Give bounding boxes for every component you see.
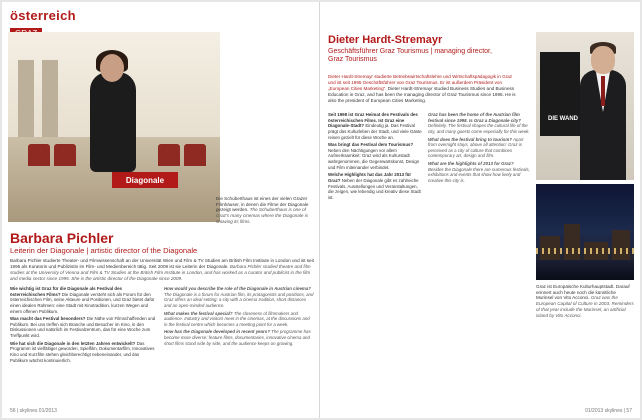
interviewee-name: Barbara Pichler	[10, 230, 114, 246]
interviewee-role: Geschäftsführer Graz Tourismus | managing director, Graz Tourismus	[328, 48, 492, 64]
interview-column-en	[164, 286, 314, 406]
diagonale-sign: Diagonale	[112, 172, 178, 188]
portrait-barbara-pichler	[90, 72, 136, 172]
qa-block: Was macht das Festival besonders? Die Nähe von Filmschaffenden und Publikum. Bei uns treffen sich Branche und Besucher im Kino, in den Diskussionen und natürlich im Festivalzentrum, das für eine Woche zum Treffpunkt wird.	[10, 316, 156, 338]
portrait-photo	[536, 32, 634, 180]
qa-block: What are the highlights of 2013 for Graz? Besides the Diagonale there are numerous festivals, exhibitions and events that show how lively and creative this city is.	[428, 161, 530, 183]
page-folio: 56 | skylines 01/2013	[10, 408, 57, 414]
qa-block: What does the festival bring to tourism? Apart from overnight stays, above all attention: Graz is perceived as a city of culture that combines contemporary art, design and film.	[428, 136, 524, 159]
graz-night-photo	[536, 184, 634, 280]
qa-block: Welche Highlights hat das Jahr 2013 für Graz? Neben der Diagonale gibt es zahlreiche Festivals, Ausstellungen und Veranstaltungen, die zeigen, wie lebendig und kreativ diese Stadt ist.	[328, 172, 421, 200]
qa-block: What makes the festival special? The closeness of filmmakers and audience. Industry and visitors meet in the cinemas, at the discussions and in the festival centre which becomes a meeting point for a week.	[164, 310, 310, 327]
qa-block: How has the Diagonale developed in recent years? The programme has become more diverse: feature films, documentaries, innovative cinema and short films stand side by side, and the audience keeps on growing.	[164, 329, 311, 346]
cinema-photo	[8, 32, 220, 222]
interview-column-de	[328, 112, 422, 408]
page-folio: 01/2013 skylines | 57	[585, 408, 632, 414]
interviewee-name: Dieter Hardt-Stremayr	[328, 34, 443, 46]
qa-block: Was bringt das Festival dem Tourismus? Neben den Nächtigungen vor allem Aufmerksamkeit: Graz wird als Kulturstadt wahrgenommen, die Gegenwartskunst, Design und Film miteinander verbindet.	[328, 142, 420, 170]
qa-block: Seit 1998 ist Graz Heimat des Festivals des österreichischen Films. Ist Graz eine Diagonale-Stadt? Eindeutig ja. Das Festival prägt das Kulturleben der Stadt, und viele Gäste reisen gezielt für diese Woche an.	[328, 112, 422, 140]
bio-intro: Dieter Hardt-Stremayr studierte Betriebswirtschaftslehre und Wirtschaftspädagogik in Graz und ist seit 1995 Geschäftsführer von Graz Tourismus. Er ist außerdem Präsident von „European Cities Marketing“. Dieter Hardt-Stremayr studied Business Studies and Business Education in Graz, and has been the managing director of Graz Tourismus since 1995. He is also the president of European Cities Marketing.	[328, 74, 516, 103]
photo-caption: Die Schuberthaus ist eines der vielen Grazer Filmhäuser, in denen die Filme der Diagonale gezeigt werden. The Schuberthaus is one of Graz's many cinemas where the Diagonale is showing its films.	[216, 196, 309, 224]
qa-block: Graz has been the home of the Austrian film festival since 1998. Is Graz a Diagonale city? Definitely. The festival shapes the cultural life of the city, and many guests come especially for this week.	[428, 112, 530, 134]
section-title: österreich	[10, 8, 76, 23]
interview-column-en	[428, 112, 530, 408]
interviewee-role: Leiterin der Diagonale | artistic director of the Diagonale	[10, 246, 198, 255]
qa-block: Wie wichtig ist Graz für die Diagonale als Festival des österreichischen Films? Die Diagonale versteht sich als Forum für den österreichischen Film, seine Akteure und Positionen, und Graz bietet dafür einen idealen Rahmen: eine Stadt mit Kinotradition, kurzen Wegen und einem offenen Publikum.	[10, 286, 155, 314]
qa-block: How would you describe the role of the Diagonale in Austrian cinema? The Diagonale is a forum for Austrian film, its protagonists and positions, and Graz offers an ideal setting: a city with a cinema tradition, short distances and an open-minded audience.	[164, 286, 314, 308]
magazine-spread	[2, 2, 640, 418]
film-poster: DIE WAND	[540, 52, 580, 136]
photo-caption: Graz ist Europäische Kulturhauptstadt. Darauf erinnert auch heute noch die künstliche Murinsel von Vito Acconci. Graz was the European Capital of Culture in 2003. Reminders of that year include the Murinsel, an artificial island by Vito Acconci.	[536, 284, 634, 318]
bio-intro: Barbara Pichler studierte Theater- und Filmwissenschaft an der Universität Wien und Film & TV Studies am British Film Institute in London und ist seit 1995 als Kuratorin und Publizistin im Film- und Medienbereich tätig. Seit 2009 ist sie Leiterin der Diagonale. Barbara Pichler studied theatre and film studies at the University of Vienna and Film & TV Studies at the British Film Institute in London, and has worked as a curator and publicist in the film and media sector since 1995. She is the artistic director of the Diagonale since 2009.	[10, 258, 314, 281]
right-page	[322, 2, 640, 418]
qa-block: Wie hat sich die Diagonale in den letzten Jahren entwickelt? Das Programm ist vielfältiger geworden, Spielfilm, Dokumentarfilm, Innovatives Kino und Kurzfilm stehen gleichberechtigt nebeneinander, und das Publikum wächst kontinuierlich.	[10, 340, 155, 363]
left-page	[2, 2, 320, 418]
interview-column-de	[10, 286, 158, 406]
